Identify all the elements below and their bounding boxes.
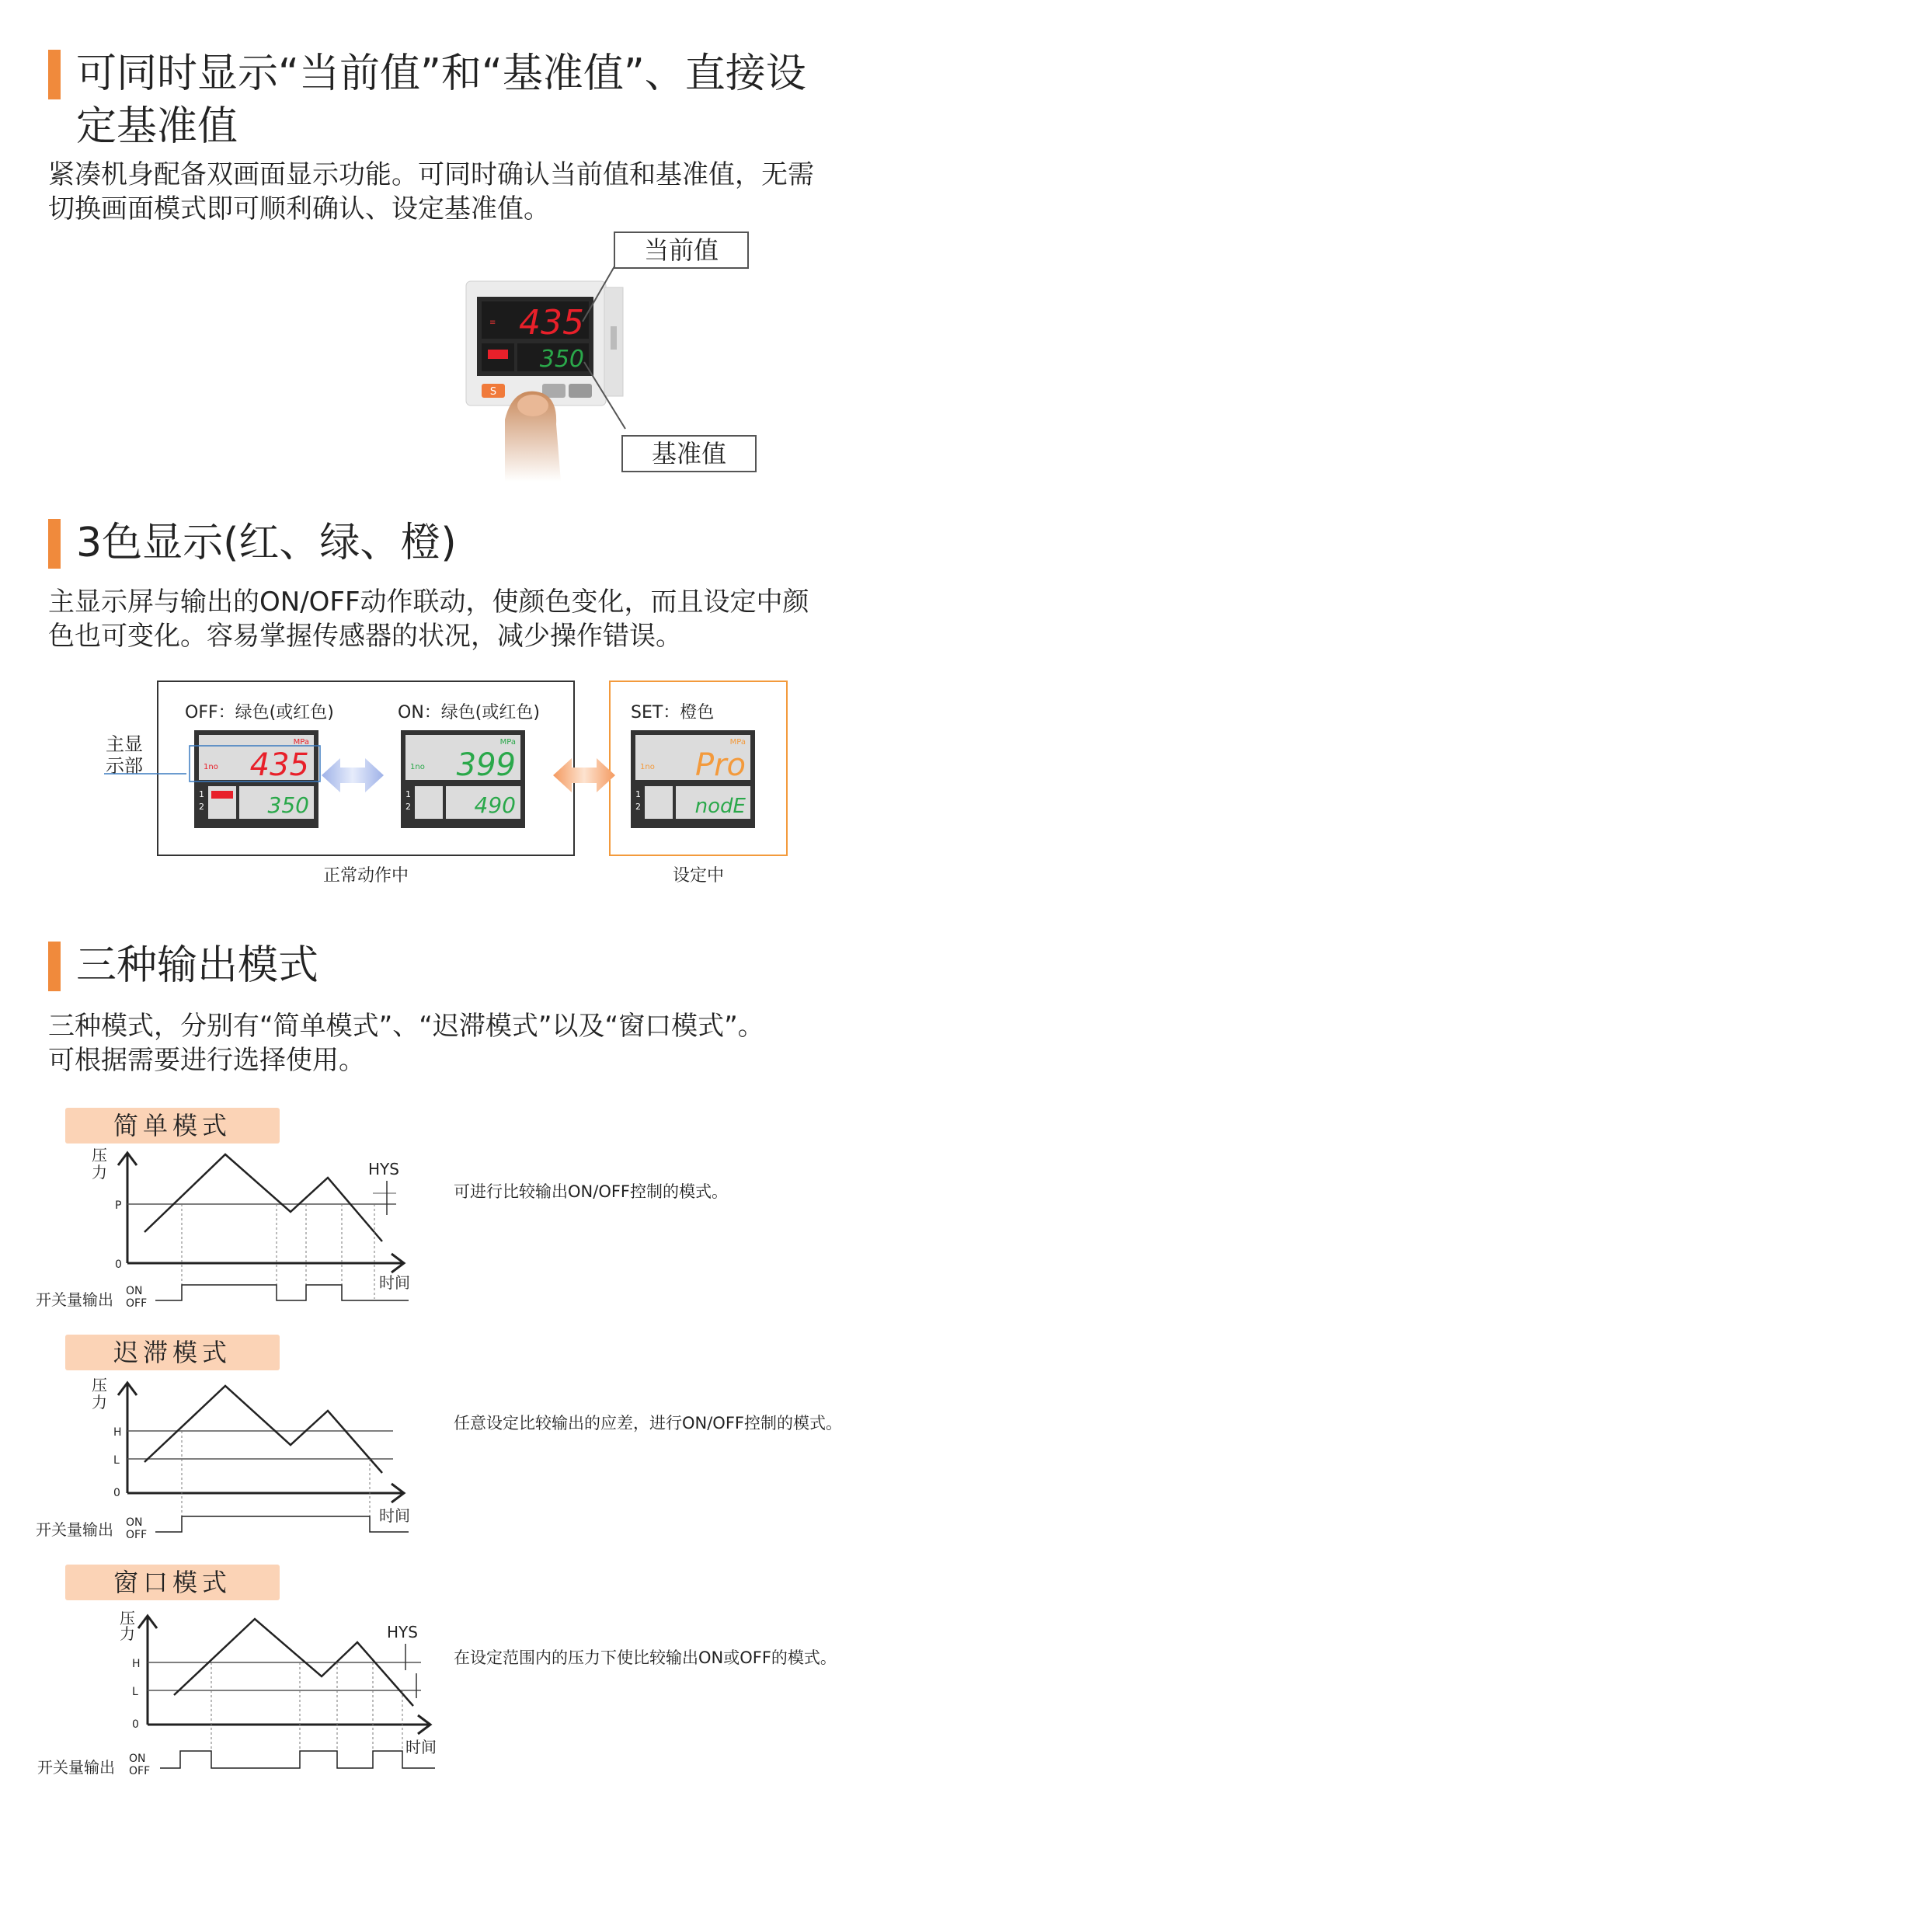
svg-text:压: 压 <box>92 1377 107 1394</box>
section-paragraph-line1: 主显示屏与输出的ON/OFF动作联动，使颜色变化，而且设定中颜 <box>48 587 809 618</box>
svg-text:力: 力 <box>92 1393 107 1412</box>
hysteresis-x-axis-label: 时间 <box>379 1506 410 1525</box>
hysteresis-level-h: H <box>113 1426 122 1439</box>
svg-text:压: 压 <box>120 1609 135 1627</box>
reference-value-callout: 基准值 <box>621 435 757 472</box>
off-color-label: OFF：绿色(或红色) <box>185 703 334 722</box>
panel-mode: 1no <box>410 763 425 771</box>
hysteresis-output-label: 开关量输出 <box>36 1520 113 1539</box>
window-on-label: ON <box>129 1753 146 1765</box>
device-main-value: 435 <box>519 303 584 343</box>
panel-channel-2: 2 <box>635 802 641 812</box>
svg-text:力: 力 <box>92 1163 107 1182</box>
panel-channel-1: 1 <box>405 789 411 799</box>
hysteresis-level-l: L <box>113 1454 120 1467</box>
panel-channel-1: 1 <box>635 789 641 799</box>
section-paragraph-line2: 切换画面模式即可顺利确认、设定基准值。 <box>48 193 550 225</box>
main-display-label-line1: 主显 <box>106 733 143 755</box>
simple-x-axis-label: 时间 <box>379 1273 410 1292</box>
section-title: 3色显示(红、绿、橙) <box>76 520 457 566</box>
panel-channel-2: 2 <box>405 802 411 812</box>
simple-level-p: P <box>115 1199 122 1212</box>
device-sub-value: 350 <box>539 346 584 373</box>
section-paragraph-line2: 色也可变化。容易掌握传感器的状况，减少操作错误。 <box>48 621 682 652</box>
current-value-callout: 当前值 <box>614 231 749 269</box>
section-paragraph-line1: 三种模式，分别有“简单模式”、“迟滞模式”以及“窗口模式”。 <box>48 1011 764 1042</box>
simple-mode-tag: 简单模式 <box>65 1108 280 1144</box>
main-display-label-line2: 示部 <box>106 755 143 777</box>
set-color-label: SET：橙色 <box>631 703 715 722</box>
display-panel-set <box>631 730 755 828</box>
on-color-label: ON：绿色(或红色) <box>398 703 540 722</box>
window-mode-tag: 窗口模式 <box>65 1565 280 1600</box>
window-off-label: OFF <box>129 1765 151 1777</box>
simple-mode-diagram <box>31 1147 435 1318</box>
simple-level-zero: 0 <box>115 1258 122 1271</box>
simple-hys-label: HYS <box>368 1160 399 1178</box>
section-paragraph-line2: 可根据需要进行选择使用。 <box>48 1045 365 1076</box>
panel-main-value: 435 <box>249 747 309 783</box>
device-s-button-label: S <box>489 386 497 398</box>
hysteresis-mode-tag: 迟滞模式 <box>65 1335 280 1370</box>
hysteresis-on-label: ON <box>126 1516 143 1529</box>
simple-output-label: 开关量输出 <box>36 1290 113 1309</box>
panel-unit: MPa <box>293 738 309 747</box>
section-accent-bar <box>48 942 61 991</box>
section-title-line2: 定基准值 <box>76 103 238 150</box>
hysteresis-level-zero: 0 <box>113 1487 120 1499</box>
svg-text:压: 压 <box>92 1147 107 1164</box>
section-title: 三种输出模式 <box>76 942 319 989</box>
panel-main-value: Pro <box>694 747 746 783</box>
normal-operation-caption: 正常动作中 <box>323 866 409 886</box>
panel-sub-value: nodE <box>694 795 746 818</box>
panel-sub-value: 490 <box>474 792 516 818</box>
hysteresis-off-label: OFF <box>126 1529 148 1541</box>
window-level-h: H <box>132 1658 141 1670</box>
window-level-zero: 0 <box>132 1718 139 1731</box>
window-level-l: L <box>132 1686 138 1698</box>
section-paragraph-line1: 紧凑机身配备双画面显示功能。可同时确认当前值和基准值，无需 <box>48 159 814 190</box>
display-panel-off <box>190 730 320 828</box>
panel-channel-1: 1 <box>199 789 204 799</box>
hysteresis-mode-diagram <box>31 1377 435 1547</box>
color-display-panels <box>93 722 792 839</box>
window-mode-description: 在设定范围内的压力下使比较输出ON或OFF的模式。 <box>454 1648 837 1667</box>
window-output-label: 开关量输出 <box>37 1758 115 1777</box>
window-mode-diagram <box>31 1607 451 1785</box>
window-hys-label: HYS <box>387 1623 418 1641</box>
simple-on-label: ON <box>126 1285 143 1297</box>
setting-caption: 设定中 <box>673 866 725 886</box>
section-title-line1: 可同时显示“当前值”和“基准值”、直接设 <box>76 50 806 97</box>
panel-main-value: 399 <box>456 747 516 783</box>
window-x-axis-label: 时间 <box>405 1738 437 1756</box>
display-panel-on <box>401 730 525 828</box>
hysteresis-mode-description: 任意设定比较输出的应差，进行ON/OFF控制的模式。 <box>454 1414 842 1432</box>
svg-text:≡: ≡ <box>489 319 496 327</box>
svg-text:力: 力 <box>120 1624 135 1643</box>
panel-unit: MPa <box>499 738 516 747</box>
section-accent-bar <box>48 50 61 99</box>
panel-mode: 1no <box>204 763 218 771</box>
panel-sub-value: 350 <box>267 792 309 818</box>
simple-mode-description: 可进行比较输出ON/OFF控制的模式。 <box>454 1182 728 1201</box>
panel-channel-2: 2 <box>199 802 204 812</box>
panel-unit: MPa <box>729 738 746 747</box>
section-accent-bar <box>48 519 61 569</box>
panel-mode: 1no <box>640 763 655 771</box>
simple-off-label: OFF <box>126 1297 148 1310</box>
